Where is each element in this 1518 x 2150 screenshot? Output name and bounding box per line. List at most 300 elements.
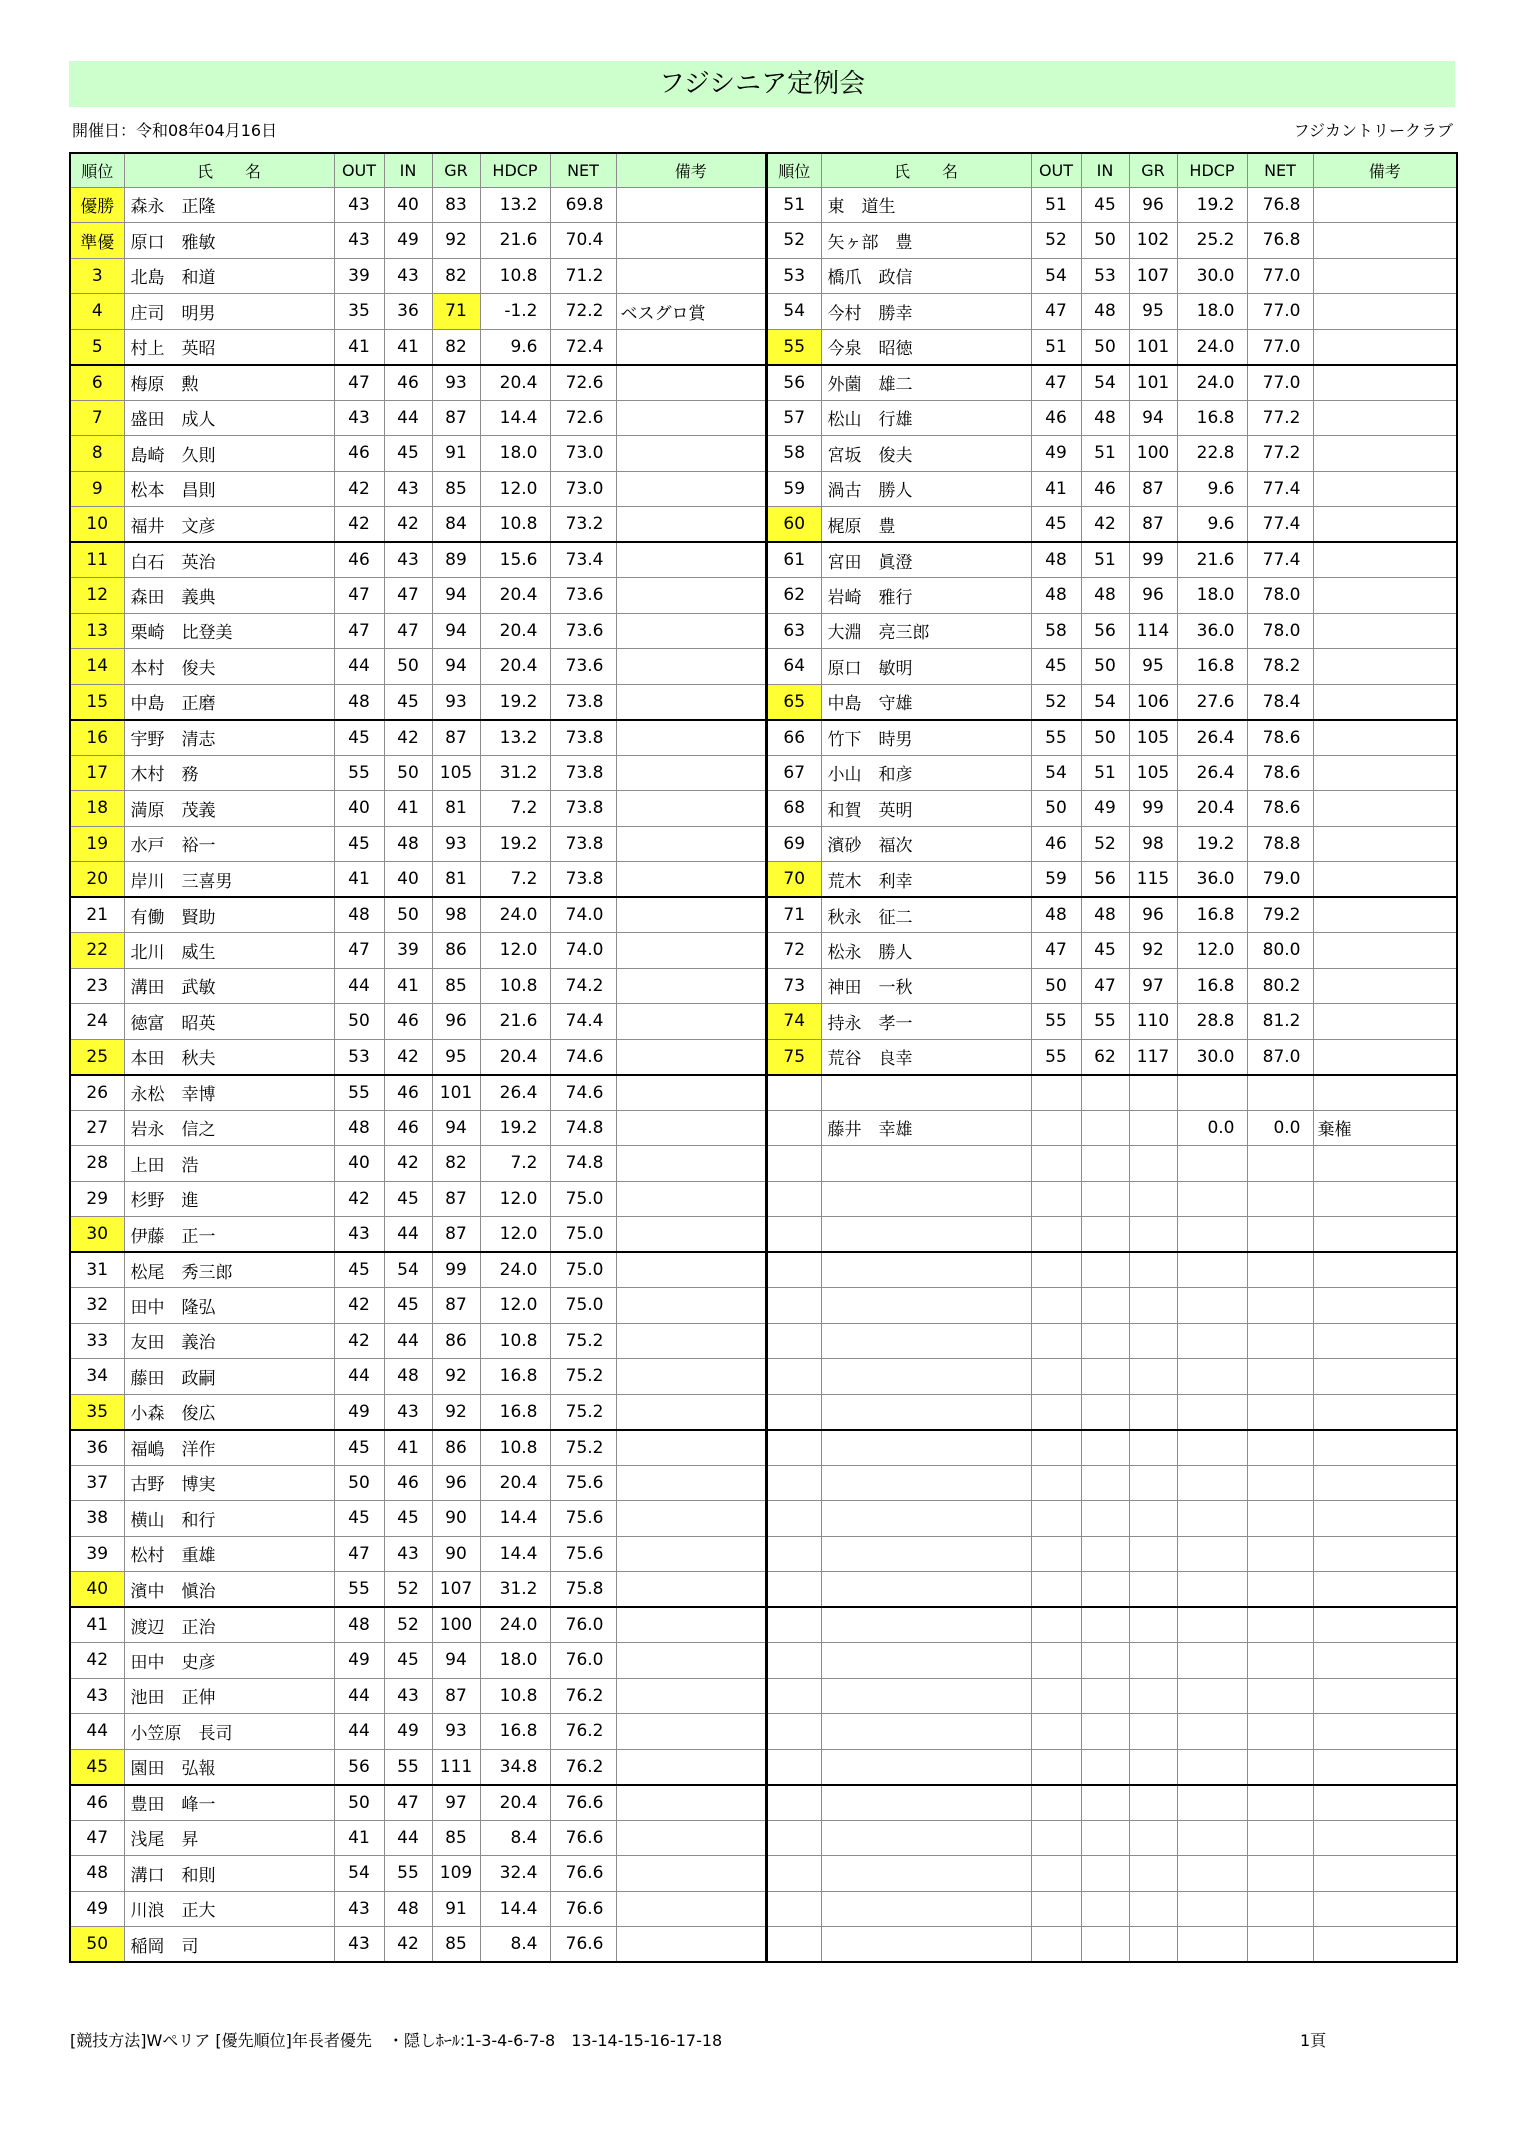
- table-row: [70, 223, 766, 259]
- net-cell: 76.0: [550, 1643, 616, 1679]
- net-cell: 74.6: [550, 1075, 616, 1111]
- name-cell: 宇野 清志: [124, 720, 334, 756]
- gr-cell: 90: [432, 1536, 480, 1572]
- net-cell: [1247, 1075, 1313, 1111]
- net-cell: 78.6: [1247, 755, 1313, 791]
- out-cell: 43: [334, 223, 384, 259]
- rank-cell: 46: [70, 1785, 124, 1821]
- note-cell: [1313, 1252, 1457, 1288]
- gr-cell: [1129, 1749, 1177, 1785]
- results-table-right: [766, 152, 1458, 1963]
- rank-cell: 37: [70, 1465, 124, 1501]
- hdcp-cell: 34.8: [480, 1749, 550, 1785]
- gr-cell: [1129, 1678, 1177, 1714]
- note-cell: [616, 791, 766, 827]
- note-cell: [1313, 187, 1457, 223]
- in-cell: 42: [384, 1039, 432, 1075]
- out-cell: 47: [1031, 365, 1081, 401]
- gr-cell: [1129, 1856, 1177, 1892]
- hdcp-cell: 19.2: [1177, 187, 1247, 223]
- gr-cell: 105: [1129, 720, 1177, 756]
- out-cell: 55: [334, 1075, 384, 1111]
- name-cell: 森田 義典: [124, 578, 334, 614]
- rank-cell: [767, 1785, 821, 1821]
- table-row: [767, 1217, 1457, 1253]
- hdcp-cell: 19.2: [480, 1110, 550, 1146]
- table-row: [70, 720, 766, 756]
- out-cell: [1031, 1714, 1081, 1750]
- gr-cell: 92: [432, 1359, 480, 1395]
- in-header: IN: [384, 153, 432, 187]
- name-cell: [821, 1288, 1031, 1324]
- in-cell: 40: [384, 187, 432, 223]
- gr-cell: [1129, 1288, 1177, 1324]
- gr-cell: [1129, 1110, 1177, 1146]
- hdcp-cell: 20.4: [480, 1785, 550, 1821]
- table-row: [767, 897, 1457, 933]
- out-cell: 56: [334, 1749, 384, 1785]
- gr-cell: [1129, 1607, 1177, 1643]
- out-cell: 50: [1031, 968, 1081, 1004]
- gr-cell: 87: [432, 1217, 480, 1253]
- rank-cell: 38: [70, 1501, 124, 1537]
- name-cell: 北川 威生: [124, 933, 334, 969]
- name-cell: 原口 敏明: [821, 649, 1031, 685]
- hdcp-cell: [1177, 1217, 1247, 1253]
- in-cell: 36: [384, 294, 432, 330]
- rank-header: 順位: [70, 153, 124, 187]
- name-cell: 溝田 武敏: [124, 968, 334, 1004]
- out-cell: 47: [334, 1536, 384, 1572]
- gr-cell: 97: [432, 1785, 480, 1821]
- table-row: [70, 187, 766, 223]
- net-cell: [1247, 1323, 1313, 1359]
- out-cell: [1031, 1749, 1081, 1785]
- rank-cell: 21: [70, 897, 124, 933]
- hdcp-cell: 18.0: [1177, 578, 1247, 614]
- in-cell: [1081, 1110, 1129, 1146]
- note-cell: [616, 1181, 766, 1217]
- name-cell: 園田 弘報: [124, 1749, 334, 1785]
- rank-cell: 60: [767, 507, 821, 543]
- note-cell: [616, 684, 766, 720]
- name-cell: 梅原 勲: [124, 365, 334, 401]
- note-cell: [1313, 1607, 1457, 1643]
- rank-cell: 34: [70, 1359, 124, 1395]
- net-cell: [1247, 1785, 1313, 1821]
- net-cell: 73.6: [550, 649, 616, 685]
- table-row: [70, 542, 766, 578]
- out-cell: 42: [334, 1323, 384, 1359]
- table-row: [70, 1465, 766, 1501]
- name-cell: 松村 重雄: [124, 1536, 334, 1572]
- name-cell: 村上 英昭: [124, 329, 334, 365]
- rank-cell: 4: [70, 294, 124, 330]
- rank-cell: 32: [70, 1288, 124, 1324]
- table-row: [70, 1181, 766, 1217]
- note-cell: [616, 1536, 766, 1572]
- net-cell: 75.0: [550, 1217, 616, 1253]
- out-cell: 52: [1031, 223, 1081, 259]
- net-cell: [1247, 1536, 1313, 1572]
- in-cell: 46: [384, 365, 432, 401]
- hdcp-cell: 16.8: [1177, 897, 1247, 933]
- out-cell: [1031, 1643, 1081, 1679]
- gr-cell: 117: [1129, 1039, 1177, 1075]
- in-cell: [1081, 1607, 1129, 1643]
- out-cell: 44: [334, 1714, 384, 1750]
- hdcp-cell: 16.8: [1177, 968, 1247, 1004]
- net-cell: 78.2: [1247, 649, 1313, 685]
- gr-cell: 98: [1129, 826, 1177, 862]
- table-row: [70, 258, 766, 294]
- gr-cell: 85: [432, 471, 480, 507]
- name-cell: 島崎 久則: [124, 436, 334, 472]
- note-cell: [616, 1323, 766, 1359]
- table-row: [70, 649, 766, 685]
- in-cell: 45: [384, 436, 432, 472]
- hdcp-cell: 18.0: [480, 436, 550, 472]
- net-cell: 76.6: [550, 1856, 616, 1892]
- in-cell: 49: [384, 1714, 432, 1750]
- hdcp-cell: 16.8: [1177, 400, 1247, 436]
- table-row: [767, 1643, 1457, 1679]
- net-cell: 75.0: [550, 1252, 616, 1288]
- in-cell: [1081, 1678, 1129, 1714]
- rank-cell: 28: [70, 1146, 124, 1182]
- out-cell: [1031, 1359, 1081, 1395]
- out-cell: 42: [334, 507, 384, 543]
- rank-cell: 61: [767, 542, 821, 578]
- gr-cell: 84: [432, 507, 480, 543]
- rank-cell: [767, 1891, 821, 1927]
- hdcp-cell: 31.2: [480, 1572, 550, 1608]
- name-cell: 友田 義治: [124, 1323, 334, 1359]
- in-cell: [1081, 1323, 1129, 1359]
- in-cell: 45: [384, 684, 432, 720]
- gr-cell: 96: [432, 1004, 480, 1040]
- gr-cell: 100: [432, 1607, 480, 1643]
- out-cell: 40: [334, 1146, 384, 1182]
- rank-cell: [767, 1323, 821, 1359]
- rank-cell: 42: [70, 1643, 124, 1679]
- in-cell: 52: [384, 1607, 432, 1643]
- table-row: [767, 223, 1457, 259]
- note-cell: [616, 1856, 766, 1892]
- net-cell: [1247, 1607, 1313, 1643]
- out-cell: 59: [1031, 862, 1081, 898]
- gr-cell: 101: [1129, 329, 1177, 365]
- table-row: [70, 684, 766, 720]
- table-row: [767, 1146, 1457, 1182]
- name-cell: 小森 俊広: [124, 1394, 334, 1430]
- rank-cell: 13: [70, 613, 124, 649]
- name-cell: 持永 孝一: [821, 1004, 1031, 1040]
- rank-cell: 52: [767, 223, 821, 259]
- hdcp-cell: [1177, 1714, 1247, 1750]
- gr-cell: 86: [432, 933, 480, 969]
- event-date: 開催日：令和08年04月16日: [72, 121, 278, 140]
- rank-cell: 44: [70, 1714, 124, 1750]
- in-cell: [1081, 1181, 1129, 1217]
- out-cell: 45: [334, 826, 384, 862]
- name-cell: [821, 1075, 1031, 1111]
- note-cell: [1313, 1394, 1457, 1430]
- note-cell: [1313, 1359, 1457, 1395]
- net-cell: 76.0: [550, 1607, 616, 1643]
- net-cell: 71.2: [550, 258, 616, 294]
- rank-cell: [767, 1678, 821, 1714]
- net-cell: [1247, 1394, 1313, 1430]
- net-cell: 79.2: [1247, 897, 1313, 933]
- hdcp-cell: 12.0: [480, 1288, 550, 1324]
- in-cell: [1081, 1501, 1129, 1537]
- name-cell: [821, 1217, 1031, 1253]
- out-cell: 55: [1031, 720, 1081, 756]
- note-cell: [616, 649, 766, 685]
- rank-cell: [767, 1820, 821, 1856]
- in-cell: [1081, 1465, 1129, 1501]
- out-cell: 49: [334, 1394, 384, 1430]
- rank-cell: 30: [70, 1217, 124, 1253]
- in-cell: 43: [384, 1678, 432, 1714]
- out-cell: 45: [334, 720, 384, 756]
- in-cell: 41: [384, 329, 432, 365]
- out-cell: [1031, 1785, 1081, 1821]
- in-cell: 48: [1081, 578, 1129, 614]
- name-cell: [821, 1572, 1031, 1608]
- rank-cell: 43: [70, 1678, 124, 1714]
- out-cell: 45: [334, 1430, 384, 1466]
- name-cell: 原口 雅敏: [124, 223, 334, 259]
- note-cell: [1313, 862, 1457, 898]
- gr-cell: 101: [1129, 365, 1177, 401]
- net-cell: 76.6: [550, 1785, 616, 1821]
- out-cell: [1031, 1607, 1081, 1643]
- out-cell: 44: [334, 1678, 384, 1714]
- out-cell: 41: [334, 862, 384, 898]
- in-cell: 43: [384, 1536, 432, 1572]
- hdcp-cell: 16.8: [480, 1714, 550, 1750]
- gr-cell: 95: [432, 1039, 480, 1075]
- gr-cell: 109: [432, 1856, 480, 1892]
- gr-cell: 110: [1129, 1004, 1177, 1040]
- gr-cell: 99: [432, 1252, 480, 1288]
- rank-cell: [767, 1181, 821, 1217]
- rank-cell: [767, 1288, 821, 1324]
- net-cell: 73.8: [550, 720, 616, 756]
- gr-cell: 85: [432, 968, 480, 1004]
- rank-cell: [767, 1217, 821, 1253]
- in-cell: 50: [1081, 720, 1129, 756]
- in-cell: 44: [384, 1820, 432, 1856]
- out-cell: 47: [1031, 933, 1081, 969]
- net-cell: 78.8: [1247, 826, 1313, 862]
- in-cell: [1081, 1075, 1129, 1111]
- gr-cell: 94: [1129, 400, 1177, 436]
- gr-header: GR: [432, 153, 480, 187]
- hdcp-cell: 10.8: [480, 968, 550, 1004]
- hdcp-cell: 7.2: [480, 1146, 550, 1182]
- hdcp-cell: 19.2: [1177, 826, 1247, 862]
- note-cell: [1313, 294, 1457, 330]
- table-row: [767, 1430, 1457, 1466]
- note-cell: [1313, 578, 1457, 614]
- in-cell: 47: [384, 1785, 432, 1821]
- hdcp-cell: 26.4: [1177, 755, 1247, 791]
- rank-cell: [767, 1252, 821, 1288]
- hdcp-cell: 28.8: [1177, 1004, 1247, 1040]
- table-row: [767, 1004, 1457, 1040]
- out-cell: [1031, 1572, 1081, 1608]
- note-cell: [1313, 1891, 1457, 1927]
- net-cell: 74.8: [550, 1146, 616, 1182]
- note-cell: [1313, 1004, 1457, 1040]
- in-cell: 48: [1081, 400, 1129, 436]
- note-cell: [1313, 1927, 1457, 1963]
- in-cell: 51: [1081, 542, 1129, 578]
- gr-cell: 97: [1129, 968, 1177, 1004]
- hdcp-cell: 7.2: [480, 862, 550, 898]
- net-cell: 73.6: [550, 613, 616, 649]
- table-row: [767, 1110, 1457, 1146]
- in-cell: 49: [1081, 791, 1129, 827]
- gr-cell: 87: [432, 720, 480, 756]
- gr-cell: 87: [432, 1288, 480, 1324]
- in-cell: 50: [1081, 329, 1129, 365]
- hdcp-cell: 16.8: [480, 1359, 550, 1395]
- hdcp-cell: 8.4: [480, 1820, 550, 1856]
- in-cell: 44: [384, 1217, 432, 1253]
- name-cell: 岩永 信之: [124, 1110, 334, 1146]
- gr-cell: 96: [1129, 578, 1177, 614]
- hdcp-cell: 10.8: [480, 507, 550, 543]
- note-cell: [1313, 826, 1457, 862]
- net-cell: 74.4: [550, 1004, 616, 1040]
- name-cell: 橋爪 政信: [821, 258, 1031, 294]
- in-cell: 46: [384, 1004, 432, 1040]
- note-cell: [1313, 1181, 1457, 1217]
- note-cell: [616, 1501, 766, 1537]
- out-cell: [1031, 1394, 1081, 1430]
- gr-cell: 93: [432, 684, 480, 720]
- gr-cell: 71: [432, 294, 480, 330]
- name-cell: 川浪 正大: [124, 1891, 334, 1927]
- rank-cell: 14: [70, 649, 124, 685]
- rank-cell: 準優: [70, 223, 124, 259]
- table-row: [767, 542, 1457, 578]
- table-row: [70, 791, 766, 827]
- note-cell: [616, 1643, 766, 1679]
- hdcp-cell: [1177, 1501, 1247, 1537]
- table-row: [70, 507, 766, 543]
- table-row: [70, 1678, 766, 1714]
- gr-cell: 91: [432, 1891, 480, 1927]
- rank-cell: 72: [767, 933, 821, 969]
- out-cell: 47: [334, 613, 384, 649]
- net-cell: 76.2: [550, 1749, 616, 1785]
- note-cell: [616, 1749, 766, 1785]
- table-row: [70, 1323, 766, 1359]
- table-row: [767, 365, 1457, 401]
- note-cell: [1313, 1039, 1457, 1075]
- table-row: [70, 578, 766, 614]
- note-cell: [616, 897, 766, 933]
- gr-cell: 87: [432, 400, 480, 436]
- hdcp-cell: 19.2: [480, 684, 550, 720]
- note-cell: [1313, 400, 1457, 436]
- name-cell: 荒谷 良幸: [821, 1039, 1031, 1075]
- table-header: [767, 153, 1457, 187]
- name-cell: 荒木 利幸: [821, 862, 1031, 898]
- rank-cell: 64: [767, 649, 821, 685]
- out-cell: 48: [334, 897, 384, 933]
- page-number: 1頁: [1300, 2031, 1327, 2050]
- rank-cell: 20: [70, 862, 124, 898]
- hdcp-cell: -1.2: [480, 294, 550, 330]
- out-cell: 43: [334, 400, 384, 436]
- table-row: [70, 1536, 766, 1572]
- gr-cell: 95: [1129, 294, 1177, 330]
- in-cell: 55: [1081, 1004, 1129, 1040]
- gr-cell: [1129, 1572, 1177, 1608]
- net-cell: 74.2: [550, 968, 616, 1004]
- net-cell: [1247, 1891, 1313, 1927]
- out-cell: 48: [334, 684, 384, 720]
- hdcp-cell: 24.0: [480, 1607, 550, 1643]
- net-cell: 75.6: [550, 1465, 616, 1501]
- rank-cell: 47: [70, 1820, 124, 1856]
- net-cell: 73.0: [550, 471, 616, 507]
- note-cell: [1313, 507, 1457, 543]
- net-cell: 77.0: [1247, 365, 1313, 401]
- rank-cell: [767, 1465, 821, 1501]
- in-cell: 46: [384, 1465, 432, 1501]
- rank-header: 順位: [767, 153, 821, 187]
- name-cell: 渡辺 正治: [124, 1607, 334, 1643]
- table-row: [70, 1004, 766, 1040]
- note-cell: [1313, 1323, 1457, 1359]
- note-cell: [616, 436, 766, 472]
- note-cell: [616, 1714, 766, 1750]
- note-cell: [1313, 720, 1457, 756]
- hdcp-cell: 0.0: [1177, 1110, 1247, 1146]
- note-cell: [616, 258, 766, 294]
- net-cell: 76.6: [550, 1927, 616, 1963]
- out-cell: 49: [1031, 436, 1081, 472]
- table-row: [70, 1891, 766, 1927]
- name-cell: 中島 守雄: [821, 684, 1031, 720]
- table-row: [70, 365, 766, 401]
- name-cell: [821, 1785, 1031, 1821]
- hdcp-cell: 24.0: [1177, 365, 1247, 401]
- out-cell: [1031, 1820, 1081, 1856]
- gr-cell: 89: [432, 542, 480, 578]
- hdcp-cell: 9.6: [480, 329, 550, 365]
- name-cell: [821, 1359, 1031, 1395]
- note-cell: [1313, 1430, 1457, 1466]
- net-cell: 78.6: [1247, 791, 1313, 827]
- rank-cell: 24: [70, 1004, 124, 1040]
- hdcp-cell: 36.0: [1177, 862, 1247, 898]
- net-cell: 73.8: [550, 755, 616, 791]
- in-cell: 48: [1081, 294, 1129, 330]
- hdcp-cell: 14.4: [480, 400, 550, 436]
- note-cell: [616, 826, 766, 862]
- gr-cell: [1129, 1217, 1177, 1253]
- out-cell: 43: [334, 1927, 384, 1963]
- rank-cell: 58: [767, 436, 821, 472]
